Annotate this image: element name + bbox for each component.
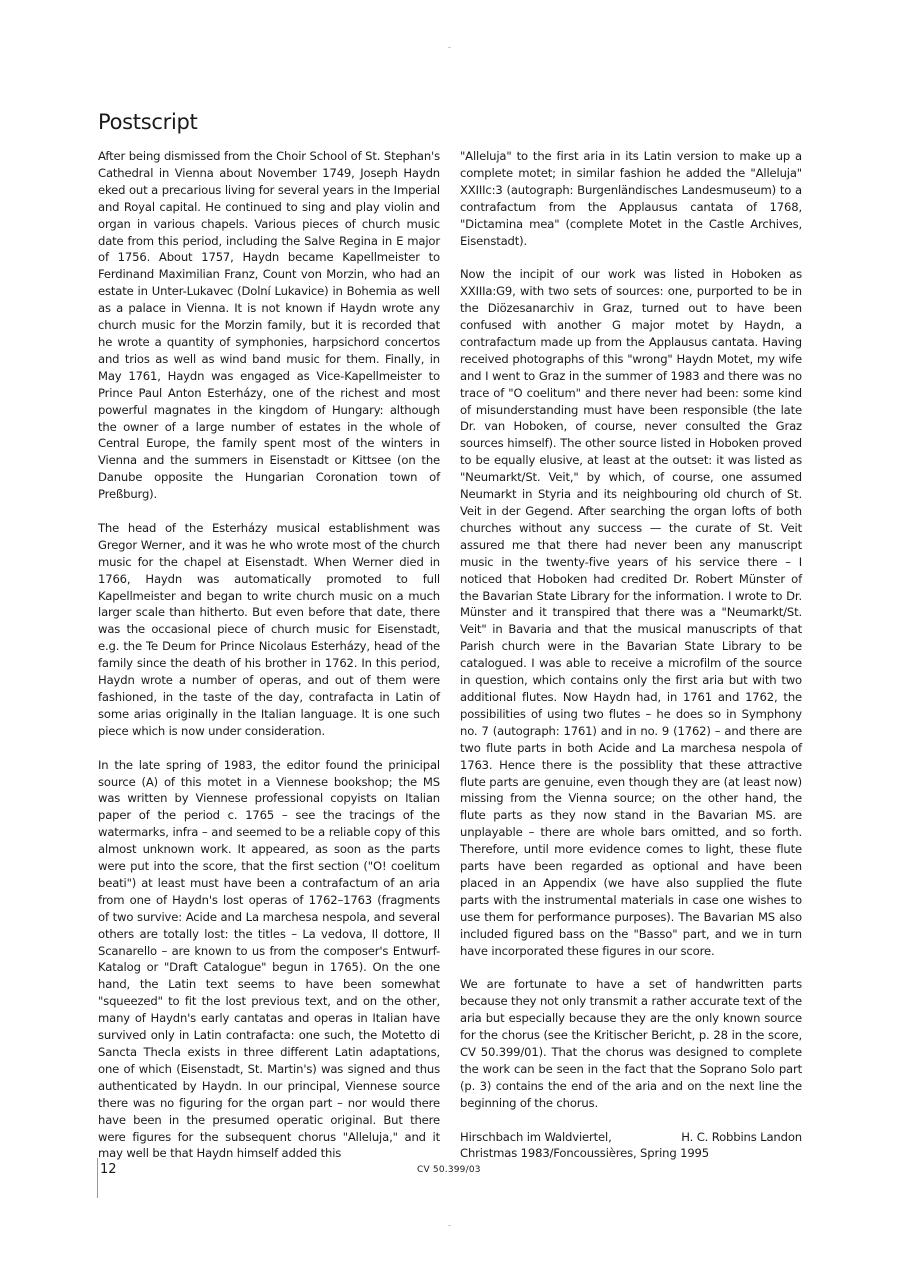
signature-author: H. C. Robbins Landon xyxy=(681,1129,802,1144)
paragraph: Now the incipit of our work was listed in Hoboken as XXIIIa:G9, with two sets of sources: one, purported to be in the Diözesanarchiv in Graz, turned out to have been confused with another G major motet by Haydn, a contrafactum made up from the Applausus cantata. Having received photographs of this "wrong" Haydn Motet, my wife and I went to Graz in the summer of 1983 and there was no trace of "O coelitum" and there never had been: some kind of misunderstanding must have been responsible (the late Dr. van Hoboken, of course, never consulted the Graz sources himself). The other source listed in Hoboken proved to be equally elusive, at least at the outset: it was listed as "Neumarkt/St. Veit," by which, of course, one assumed Neumarkt in Styria and its neighbouring old church of St. Veit in der Gegend. After searching the organ lofts of both churches without any success — the curate of St. Veit assured me that there had never been any manuscript music in the twenty-five years of his service there – I noticed that Hoboken had credited Dr. Robert Münster of the Bavarian State Library for the information. I wrote to Dr. Münster and it transpired that there was a "Neumarkt/St. Veit" in Bavaria and that the musical manuscripts of that Parish church were in the Bavarian State Library to be catalogued. I was able to receive a microfilm of the source in question, which contains only the first aria but with two additional flutes. Now Haydn had, in 1761 and 1762, the possibilities of using two flutes – he does so in Symphony no. 7 (autograph: 1761) and in no. 9 (1762) – and there are two flute parts in both Acide and La marchesa nespola of 1763. Hence there is the possiblity that these attractive flute parts are genuine, even though they are (at least now) missing from the Vienna source; on the other hand, the flute parts as they now stand in the Bavarian MS. are unplayable – there are whole bars omitted, and so forth. Therefore, until more evidence comes to light, these flute parts have been regarded as optional and have been placed in an Appendix (we have also supplied the flute parts with the instrumental materials in case one wishes to use them for performance purposes). The Bavarian MS also included figured bass on the "Basso" part, and we in turn have incorporated these figures in our score. xyxy=(460,267,802,958)
scan-mark xyxy=(448,1225,451,1226)
paragraph: The head of the Esterházy musical establishment was Gregor Werner, and it was he who wrote most of the church music for the chapel at Eisenstadt. When Werner died in 1766, Haydn was automatically promoted to full Kapellmeister and began to write church music on a much larger scale than hitherto. But even before that date, there was the occasional piece of church music for Eisenstadt, e.g. the Te Deum for Prince Nicolaus Esterházy, head of the family since the death of his brother in 1762. In this period, Haydn wrote a number of operas, and out of them were fashioned, in the taste of the day, contrafacta in Latin of some arias originally in the Italian language. It is one such piece which is now under consideration. xyxy=(98,520,440,738)
paragraph: After being dismissed from the Choir School of St. Stephan's Cathedral in Vienna about November 1749, Joseph Haydn eked out a precarious living for several years in the Imperial and Royal capital. He continued to sing and play violin and organ in various chapels. Various pieces of church music date from this period, including the Salve Regina in E major of 1756. About 1757, Haydn became Kapellmeister to Ferdinand Maximilian Franz, Count von Morzin, who had an estate in Unter-Lukavec (Dolní Lukavice) in Bohemia as well as a palace in Vienna. It is not known if Haydn wrote any church music for the Morzin family, but it is recorded that he wrote a quantity of symphonies, harpsichord concertos and trios as well as wind band music for them. Finally, in May 1761, Haydn was engaged as Vice-Kapellmeister to Prince Paul Anton Esterházy, one of the richest and most powerful magnates in the kingdom of Hungary: although the owner of a large number of estates in the whole of Central Europe, the family spent most of the winters in Vienna and the summers in Eisenstadt or Kittsee (on the Danube opposite the Hungarian Coronation town of Preßburg). xyxy=(98,149,440,502)
catalog-number: CV 50.399/03 xyxy=(417,1165,481,1175)
scan-mark xyxy=(448,47,451,48)
signature-line xyxy=(460,1129,802,1146)
signature-place: Hirschbach im Waldviertel, xyxy=(460,1129,612,1144)
page-title: Postscript xyxy=(98,110,198,134)
left-column xyxy=(98,148,440,1179)
footer-rule xyxy=(97,1158,98,1198)
page-number: 12 xyxy=(100,1162,117,1177)
paragraph: In the late spring of 1983, the editor found the prinicipal source (A) of this motet in a Viennese bookshop; the MS was written by Viennese professional copyists on Italian paper of the period c. 1765 – see the tracings of the watermarks, infra – and seemed to be a reliable copy of this almost unknown work. It appeared, as soon as the parts were put into the score, that the first section ("O! coelitum beati") at least must have been a contrafactum of an aria from one of Haydn's lost operas of 1762–1763 (fragments of two survive: Acide and La marchesa nespola, and several others are totally lost: the titles – La vedova, Il dottore, Il Scanarello – are known to us from the composer's Entwurf-Katalog or "Draft Catalogue" begun in 1765). On the one hand, the Latin text seems to have been somewhat "squeezed" to fit the lost previous text, and on the other, many of Haydn's early cantatas and operas in Italian have survived only in Latin contrafacta: one such, the Motetto di Sancta Thecla exists in three different Latin adaptations, one of which (Eisenstadt, St. Martin's) was signed and thus authenticated by Haydn. In our principal, Viennese source there was no figuring for the organ part – nor would there have been in the presumed operatic original. But there were figures for the subsequent chorus "Alleluja," and it may well be that Haydn himself added this xyxy=(98,757,440,1161)
right-column xyxy=(460,148,802,1162)
paragraph: "Alleluja" to the first aria in its Latin version to make up a complete motet; in similar fashion he added the "Alleluja" XXIIIc:3 (autograph: Burgenländisches Landesmuseum) to a contrafactum from the Applausus cantata of 1768, "Dictamina mea" (complete Motet in the Castle Archives, Eisenstadt). xyxy=(460,149,802,248)
paragraph: We are fortunate to have a set of handwritten parts because they not only transmit a rather accurate text of the aria but especially because they are the only known source for the chorus (see the Kritischer Bericht, p. 28 in the score, CV 50.399/01). That the chorus was designed to complete the work can be seen in the fact that the Soprano Solo part (p. 3) contains the end of the aria and on the next line the beginning of the chorus. xyxy=(460,977,802,1110)
signature-dateline: Christmas 1983/Foncoussières, Spring 1995 xyxy=(460,1146,710,1161)
